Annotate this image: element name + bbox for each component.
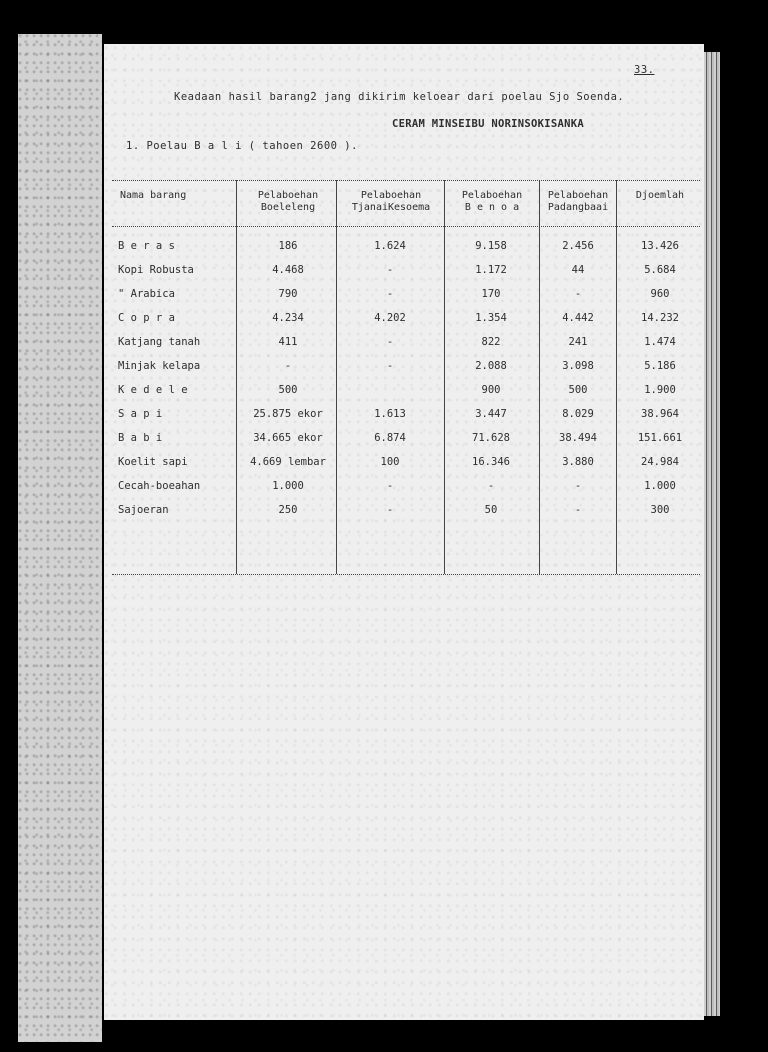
- table-header-rule: [112, 226, 700, 227]
- cell-total: 5.684: [644, 264, 676, 276]
- table-row: [104, 264, 704, 288]
- table-row: [104, 360, 704, 384]
- column-header-padangbaai: Pelaboehan Padangbaai: [547, 190, 609, 213]
- cell-total: 300: [650, 504, 670, 516]
- cell-benoa: 50: [484, 504, 498, 516]
- cell-padangbaai: 3.098: [562, 360, 594, 372]
- cell-padangbaai: 4.442: [562, 312, 594, 324]
- cell-boeleleng: 25.875 ekor: [253, 408, 323, 420]
- table-bottom-rule: [112, 574, 700, 575]
- cell-boeleleng: 34.665 ekor: [253, 432, 323, 444]
- cell-tjanaikesoema: -: [386, 264, 394, 276]
- table-row: [104, 312, 704, 336]
- item-name: B e r a s: [118, 240, 175, 252]
- cell-padangbaai: 3.880: [562, 456, 594, 468]
- cell-total: 13.426: [641, 240, 679, 252]
- cell-total: 24.984: [641, 456, 679, 468]
- cell-benoa: 1.354: [475, 312, 507, 324]
- left-page: [18, 34, 102, 1042]
- cell-boeleleng: 4.468: [272, 264, 304, 276]
- cell-benoa: 1.172: [475, 264, 507, 276]
- cell-padangbaai: 500: [568, 384, 588, 396]
- item-name: S a p i: [118, 408, 163, 420]
- item-name: Cecah-boeahan: [118, 480, 201, 492]
- table-row: [104, 480, 704, 504]
- cell-tjanaikesoema: -: [386, 360, 394, 372]
- item-name: Katjang tanah: [118, 336, 201, 348]
- cell-boeleleng: -: [284, 360, 292, 372]
- document-title: Keadaan hasil barang2 jang dikirim keloear dari poelau Sjo Soenda.: [174, 91, 625, 103]
- cell-padangbaai: 241: [568, 336, 588, 348]
- cell-benoa: -: [487, 480, 495, 492]
- cell-benoa: 170: [481, 288, 501, 300]
- cell-boeleleng: 1.000: [272, 480, 304, 492]
- cell-total: 38.964: [641, 408, 679, 420]
- cell-boeleleng: 4.234: [272, 312, 304, 324]
- cell-benoa: 3.447: [475, 408, 507, 420]
- cell-tjanaikesoema: -: [386, 504, 394, 516]
- cell-tjanaikesoema: 1.624: [374, 240, 406, 252]
- table-row: [104, 336, 704, 360]
- item-name: Minjak kelapa: [118, 360, 201, 372]
- section-heading: 1. Poelau B a l i ( tahoen 2600 ).: [126, 140, 358, 152]
- table-top-rule: [112, 180, 700, 181]
- document-page: [104, 44, 704, 1020]
- item-name: C o p r a: [118, 312, 175, 324]
- cell-tjanaikesoema: 4.202: [374, 312, 406, 324]
- item-name: Kopi Robusta: [118, 264, 194, 276]
- cell-boeleleng: 411: [278, 336, 298, 348]
- table-row: [104, 432, 704, 456]
- cell-tjanaikesoema: -: [386, 480, 394, 492]
- column-header-tjanaikesoema: Pelaboehan TjanaiKesoema: [351, 190, 431, 213]
- cell-tjanaikesoema: -: [386, 336, 394, 348]
- cell-total: 960: [650, 288, 670, 300]
- page-stack-edges: [704, 52, 720, 1016]
- cell-benoa: 16.346: [472, 456, 510, 468]
- cell-padangbaai: 44: [571, 264, 585, 276]
- page-number: 33.: [634, 64, 655, 76]
- column-header-total: Djoemlah: [635, 190, 685, 201]
- cell-tjanaikesoema: 6.874: [374, 432, 406, 444]
- cell-total: 1.900: [644, 384, 676, 396]
- item-name: B a b i: [118, 432, 163, 444]
- table-row: [104, 504, 704, 528]
- office-stamp: CERAM MINSEIBU NORINSOKISANKA: [392, 118, 585, 130]
- column-header-name: Nama barang: [120, 190, 187, 201]
- cell-boeleleng: 4.669 lembar: [250, 456, 326, 468]
- cell-boeleleng: 500: [278, 384, 298, 396]
- cell-padangbaai: -: [574, 480, 582, 492]
- cell-benoa: 2.088: [475, 360, 507, 372]
- cell-tjanaikesoema: 100: [380, 456, 400, 468]
- table-row: [104, 384, 704, 408]
- cell-benoa: 900: [481, 384, 501, 396]
- cell-padangbaai: 8.029: [562, 408, 594, 420]
- cell-benoa: 71.628: [472, 432, 510, 444]
- table-row: [104, 288, 704, 312]
- item-name: " Arabica: [118, 288, 175, 300]
- cell-tjanaikesoema: 1.613: [374, 408, 406, 420]
- item-name: Sajoeran: [118, 504, 169, 516]
- cell-benoa: 9.158: [475, 240, 507, 252]
- column-header-boeleleng: Pelaboehan Boeleleng: [257, 190, 319, 213]
- column-header-benoa: Pelaboehan B e n o a: [461, 190, 523, 213]
- table-row: [104, 408, 704, 432]
- cell-total: 1.000: [644, 480, 676, 492]
- cell-padangbaai: -: [574, 288, 582, 300]
- item-name: Koelit sapi: [118, 456, 188, 468]
- cell-total: 151.661: [637, 432, 683, 444]
- item-name: K e d e l e: [118, 384, 188, 396]
- cell-benoa: 822: [481, 336, 501, 348]
- cell-total: 1.474: [644, 336, 676, 348]
- cell-boeleleng: 790: [278, 288, 298, 300]
- cell-total: 14.232: [641, 312, 679, 324]
- table-row: [104, 456, 704, 480]
- cell-boeleleng: 186: [278, 240, 298, 252]
- cell-total: 5.186: [644, 360, 676, 372]
- cell-boeleleng: 250: [278, 504, 298, 516]
- cell-padangbaai: 38.494: [559, 432, 597, 444]
- cell-padangbaai: 2.456: [562, 240, 594, 252]
- cell-padangbaai: -: [574, 504, 582, 516]
- table-row: [104, 240, 704, 264]
- cell-tjanaikesoema: -: [386, 288, 394, 300]
